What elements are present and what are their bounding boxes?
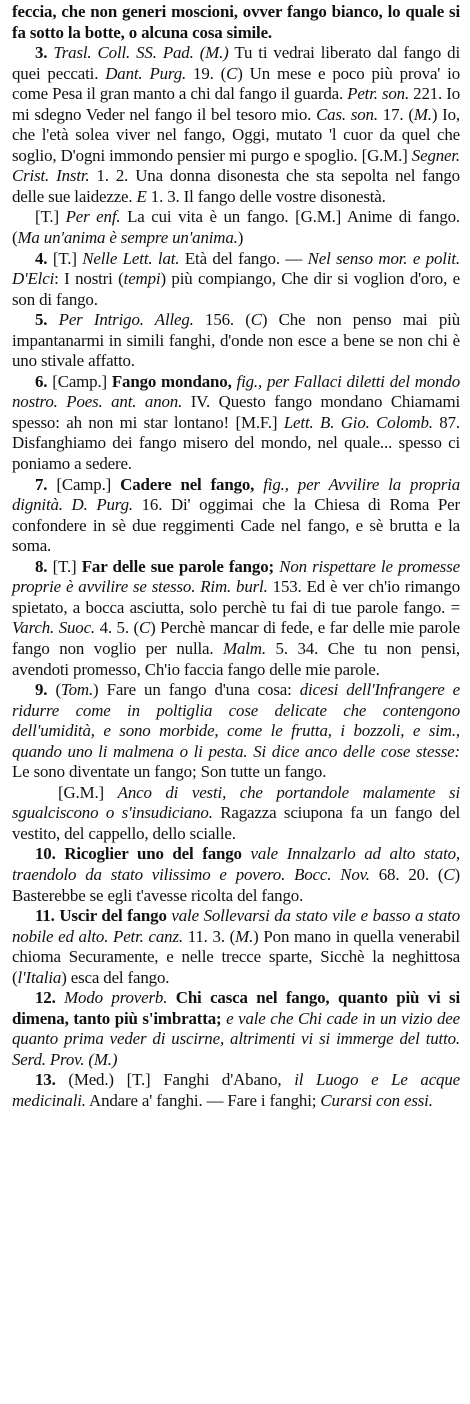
italic-text: M. [235,926,254,946]
italic-text: Per Intrigo. Alleg. [58,310,194,330]
text-run: 221. Io mi sdegno Veder nel fango il bel tesoro mio. [12,84,461,124]
text-run: (Med.) [T.] Fanghi d'Abano, [55,1070,295,1090]
entry-sense-9 [12,680,460,783]
bold-text: 13. [35,1070,56,1090]
entry-sense-12 [12,988,460,1070]
entry-sense-5 [12,310,460,372]
bold-text: 10. Ricoglier uno del fango [35,844,242,864]
italic-text: tempi [123,269,161,289]
text-run: : I nostri ( [54,269,124,289]
text-run: ) Perchè mancar di fede, e far delle mie parole fango non voglio per nulla. [12,618,460,658]
text-run: Le sono diventate un fango; Son tutte un fango. [12,762,327,782]
italic-text: vale Innalzarlo ad alto stato, traendolo da stato vilissimo e povero. Bocc. Nov. [12,844,460,884]
bold-text: 8. [35,556,48,576]
text-run: 16. Di' oggimai che la Chiesa di Roma Per confondere in sè due reggimenti Cade nel fango, e sè brutta e la soma. [12,495,460,556]
text-run: ) Io, che l'età solea viver nel fango, Oggi, mutato 'l cuor da quel che soglio, D'ogni immondo pensier mi purgo e spoglio. [G.M.] [12,104,460,165]
text-run: ) Pon mano in quella venerabil chioma Securamente, e nelle trecce sparte, Sicchè la neghittosa ( [12,926,460,987]
italic-text: Per enf. [65,207,121,227]
text-run: ) più compiango, Che dir si voglion d'oro, e son di fango. [12,269,460,309]
italic-text: e vale che Chi cade in un vizio dee quanto prima veder di uscirne, altrimenti vi si immerge del tutto. Serd. Prov. (M.) [12,1008,460,1069]
italic-text: E [136,186,147,206]
italic-text: Lett. B. Gio. Colomb. [283,412,433,432]
text-run: Andare a' fanghi. — Fare i fanghi; [85,1090,321,1110]
text-run: ( [47,680,61,700]
entry-para-continuation [12,2,460,43]
text-run: ) Un mese e poco più prova' io come Pesa il gran manto a chi dal fango il guarda. [12,63,460,104]
text-run: La cui vita è un fango. [G.M.] Anime di fango. ( [12,207,460,248]
text-run: 5. 34. Che tu non pensi, avendoti promesso, Ch'io faccia fango delle mie parole. [12,638,460,679]
bold-text: feccia, che non generi moscioni, ovver fango bianco, lo quale si fa sotto la botte, o alcuna cosa simile. [12,2,460,42]
text-run: IV. Questo fango mondano Chiamami spesso: ah non mi star lontano! [M.F.] [12,392,460,432]
text-run [167,988,175,1007]
italic-text: fig., per Fallaci diletti del mondo nostro. Poes. ant. anon. [12,371,460,412]
italic-text: C [250,310,262,330]
italic-text: Malm. [223,638,266,658]
italic-text: Curarsi con essi. [320,1090,433,1110]
entry-sense-7 [12,475,460,557]
bold-text: 5. [35,310,48,330]
bold-text: 12. [35,988,56,1008]
text-run [47,310,58,329]
entry-sense-4 [12,249,460,311]
text-run: 153. Ed è ver ch'io rimango spietato, a bocca asciutta, solo perchè tu fai di tue parole fango. = [12,577,461,617]
italic-text: C [226,63,238,83]
text-run: 19. ( [186,63,227,83]
text-run: 87. Disfanghiamo dei fango misero del mondo, nel quale... spesso ci poniamo a sedere. [12,412,460,474]
text-run [254,475,263,494]
text-run: [T.] [47,248,83,268]
text-run [242,844,251,863]
text-run: [T.] [35,207,66,227]
italic-text: il Luogo e Le acque medicinali. [12,1070,460,1110]
bold-text: Fango mondano, [111,371,232,391]
italic-text: Modo proverb. [64,988,168,1008]
bold-text: Chi casca nel fango, quanto più vi si dimena, tanto più s'imbratta; [12,988,460,1028]
italic-text: fig., per Avvilire la propria dignità. D. Purg. [12,474,461,515]
bold-text: 4. [35,248,48,268]
entry-sense-11 [12,906,460,988]
italic-text: dicesi dell'Infrangere e ridurre come in poltiglia cose delicate che contengono dell'umidità, e sono morbide, come le frutta, i bozzoli, e sim., quando uno li malmena o li pesta. Si dice anco delle cose stesse: [12,680,460,761]
text-run: [G.M.] [58,782,118,802]
text-run [56,988,64,1007]
italic-text: l'Italia [17,967,62,987]
text-run: 11. 3. ( [182,926,236,946]
text-run: ) Che non penso mai più impantanarmi in simili fanghi, d'onde non esce a bene se non chi è uno stivale affatto. [12,310,461,371]
text-run: Età del fango. — [179,248,308,268]
entry-sense-6 [12,372,460,475]
italic-text: Varch. Suoc. [12,618,95,638]
text-run: 1. 2. Una donna disonesta che sta sepolta nel fango delle sue laidezze. [12,166,460,206]
entry-sense-8 [12,557,460,680]
italic-text: Segner. Crist. Instr. [12,145,460,186]
bold-text: Far delle sue parole fango; [81,556,274,576]
text-run: 156. ( [193,310,251,330]
text-run: ) [237,228,244,248]
italic-text: Nelle Lett. lat. [82,248,180,268]
bold-text: 3. [35,43,48,63]
text-run: 17. ( [377,104,414,124]
text-run: ) Basterebbe se egli t'avesse ricolta del fango. [12,864,460,905]
text-run: [Camp.] [47,474,121,494]
bold-text: 7. [35,474,48,494]
italic-text: Cas. son. [316,104,378,124]
italic-text: vale Sollevarsi da stato vile e basso a stato nobile ed alto. Petr. canz. [12,906,460,946]
entry-sense-13 [12,1070,460,1111]
bold-text: 11. Uscir del fango [35,906,167,926]
italic-text: M. [413,104,432,124]
bold-text: 6. [35,371,48,391]
entry-sense-3 [12,43,460,207]
italic-text: Trasl. Coll. SS. Pad. (M.) [53,43,229,63]
italic-text: C [138,618,151,638]
italic-text: C [443,864,455,884]
text-run: ) esca del fango. [61,967,170,987]
italic-text: Dant. Purg. [105,63,187,83]
entry-sense-3-note [12,207,460,248]
italic-text: Tom. [60,680,94,700]
text-run: [T.] [47,556,82,576]
text-run: [Camp.] [47,371,112,391]
text-run: ) Fare un fango d'una cosa: [93,680,300,700]
text-run: 4. 5. ( [95,618,139,638]
italic-text: Petr. son. [347,84,410,104]
entry-sense-10 [12,844,460,906]
text-run: Tu ti vedrai liberato dal fango di quei peccati. [12,43,460,83]
text-run: 1. 3. Il fango delle vostre disonestà. [146,186,386,206]
text-run: 68. 20. ( [369,864,444,884]
italic-text: Ma un'anima è sempre un'anima. [17,228,238,248]
entry-sense-9-note [12,783,460,845]
bold-text: 9. [35,680,48,700]
italic-text: Nel senso mor. e polit. D'Elci [12,248,460,289]
text-run: Ragazza sciupona fa un fango del vestito, del cappello, dello scialle. [12,803,460,843]
italic-text: Anco di vesti, che portandole malamente si sgualciscono o s'insudiciano. [12,782,461,823]
italic-text: Non rispettare le promesse proprie è avvilire se stesso. Rim. burl. [12,556,460,597]
bold-text: Cadere nel fango, [120,474,255,494]
